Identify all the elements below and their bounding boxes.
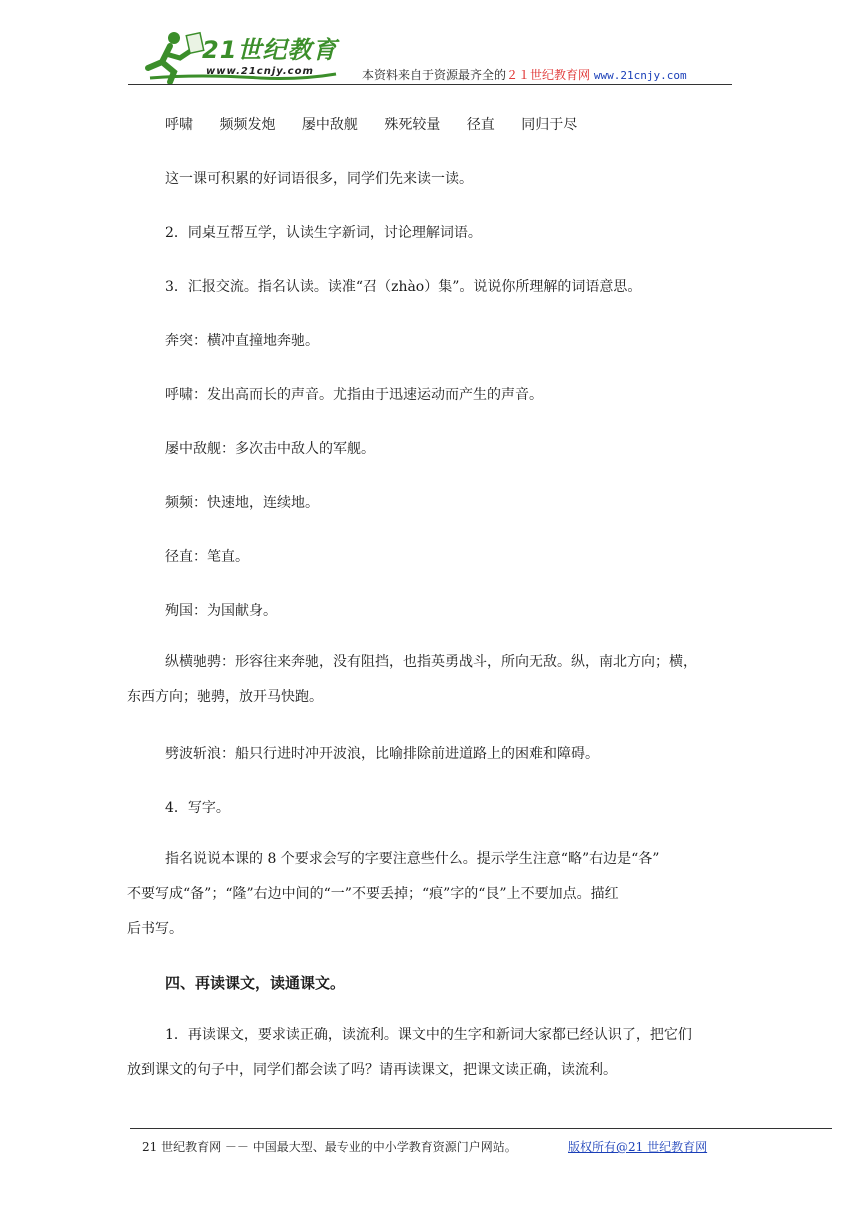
paragraph: 3．汇报交流。指名认读。读准“召（zhào）集”。说说你所理解的词语意思。 [165, 279, 642, 295]
line: 不要写成“备”；“隆”右边中间的“一”不要丢掉；“痕”字的“艮”上不要加点。描红 [127, 886, 619, 902]
paragraph: 4．写字。 [165, 800, 230, 816]
vocab-word: 径直 [466, 117, 495, 133]
page-header [128, 22, 732, 86]
tagline-prefix: 本资料来自于资源最齐全的 [362, 68, 507, 82]
line: 放到课文的句子中，同学们都会读了吗？请再读课文，把课文读正确，读流利。 [127, 1062, 617, 1078]
line: 后书写。 [127, 921, 183, 937]
copyright-link[interactable]: 版权所有@21 世纪教育网 [568, 1140, 708, 1154]
line: 1．再读课文，要求读正确，读流利。课文中的生字和新词大家都已经认识了，把它们 [165, 1027, 692, 1043]
paragraph-multiline [127, 842, 732, 947]
header-tagline [362, 66, 687, 83]
definition-multiline [127, 645, 732, 715]
paragraph: 2．同桌互帮互学，认读生字新词，讨论理解词语。 [165, 225, 482, 241]
logo-wordmark: 21世纪教育 [202, 36, 338, 64]
vocab-word: 屡中敌舰 [301, 117, 358, 133]
tagline-url-link[interactable]: www.21cnjy.com [593, 69, 687, 82]
paragraph: 这一课可积累的好词语很多，同学们先来读一读。 [165, 171, 473, 187]
section-heading: 四、再读课文，读通课文。 [165, 974, 346, 992]
line: 东西方向；驰骋，放开马快跑。 [127, 689, 323, 705]
definition: 劈波斩浪：船只行进时冲开波浪，比喻排除前进道路上的困难和障碍。 [165, 746, 599, 762]
definition: 频频：快速地，连续地。 [165, 495, 319, 511]
definition: 殉国：为国献身。 [165, 603, 277, 619]
definition: 径直：笔直。 [165, 549, 249, 565]
vocab-word: 同归于尽 [521, 117, 578, 133]
vocab-word: 呼啸 [165, 117, 193, 133]
logo-url: www.21cnjy.com [206, 66, 314, 77]
line: 纵横驰骋：形容往来奔驰，没有阻挡，也指英勇战斗，所向无敌。纵，南北方向；横， [165, 654, 697, 670]
vocab-word: 殊死较量 [384, 117, 441, 133]
footer-text: 21 世纪教育网 －－ 中国最大型、最专业的中小学教育资源门户网站。 [142, 1140, 517, 1154]
vocab-word: 频频发炮 [219, 117, 276, 133]
line: 指名说说本课的 8 个要求会写的字要注意些什么。提示学生注意“略”右边是“各” [165, 851, 660, 867]
definition: 奔突：横冲直撞地奔驰。 [165, 333, 319, 349]
footer-divider [130, 1128, 832, 1129]
paragraph-multiline [127, 1018, 732, 1088]
site-logo[interactable] [140, 28, 340, 86]
definition: 呼啸：发出高而长的声音。尤指由于迅速运动而产生的声音。 [165, 387, 543, 403]
definition: 屡中敌舰：多次击中敌人的军舰。 [165, 441, 375, 457]
vocab-list [165, 114, 599, 134]
header-divider [128, 84, 732, 85]
tagline-brand[interactable]: ２１世纪教育网 [506, 68, 591, 82]
